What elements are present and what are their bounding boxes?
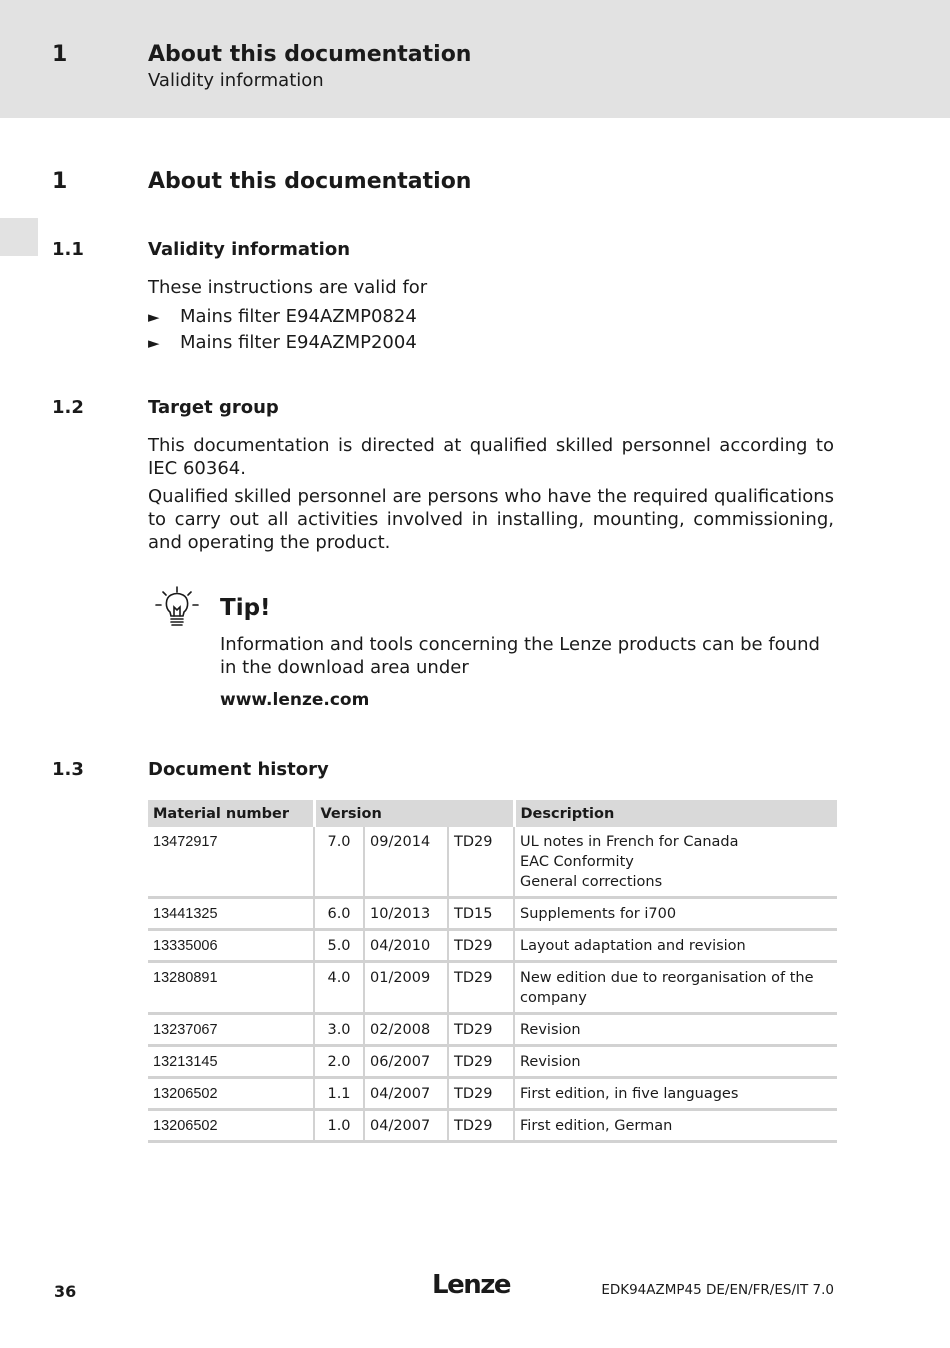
cell-date: 04/2007: [364, 1110, 448, 1142]
table-row: [148, 898, 837, 930]
chapter-side-tab: [0, 218, 38, 256]
cell-description: [514, 1046, 837, 1078]
cell-material-number: 13472917: [148, 827, 314, 898]
table-row: [148, 1110, 837, 1142]
section-number-target-group: 1.2: [52, 397, 84, 418]
cell-material-number: 13206502: [148, 1110, 314, 1142]
column-header-material: Material number: [148, 800, 314, 827]
cell-description: [514, 827, 837, 898]
lightbulb-icon: [154, 585, 200, 631]
lenze-logo: Lenze: [432, 1270, 510, 1300]
cell-description: [514, 1110, 837, 1142]
cell-version: 5.0: [314, 930, 364, 962]
cell-description: [514, 898, 837, 930]
target-group-paragraph-2: Qualified skilled personnel are persons who have the required qualifications to carry out all activities involved in installing, mounting, commissioning, and operating the product.: [148, 486, 834, 553]
list-item: [148, 331, 417, 355]
main-heading-title: About this documentation: [148, 169, 472, 194]
description-line: Revision: [520, 1022, 581, 1038]
cell-material-number: 13237067: [148, 1014, 314, 1046]
section-number-validity: 1.1: [52, 239, 84, 260]
page-header-band: [0, 0, 950, 118]
cell-td: TD29: [448, 962, 514, 1014]
cell-td: TD29: [448, 930, 514, 962]
cell-version: 1.0: [314, 1110, 364, 1142]
cell-date: 02/2008: [364, 1014, 448, 1046]
cell-description: [514, 1078, 837, 1110]
table-row: [148, 962, 837, 1014]
cell-version: 3.0: [314, 1014, 364, 1046]
cell-description: [514, 962, 837, 1014]
cell-td: TD29: [448, 1046, 514, 1078]
table-row: [148, 930, 837, 962]
table-header-row: [148, 800, 837, 827]
cell-td: TD29: [448, 1110, 514, 1142]
cell-description: [514, 1014, 837, 1046]
cell-material-number: 13213145: [148, 1046, 314, 1078]
cell-version: 6.0: [314, 898, 364, 930]
cell-date: 10/2013: [364, 898, 448, 930]
section-title-history: Document history: [148, 759, 329, 780]
validity-intro: These instructions are valid for: [148, 277, 428, 298]
cell-td: TD29: [448, 827, 514, 898]
tip-title: Tip!: [220, 595, 271, 621]
list-item: [148, 305, 417, 329]
document-code: EDK94AZMP45 DE/EN/FR/ES/IT 7.0: [601, 1282, 834, 1298]
table-row: [148, 1078, 837, 1110]
header-subtitle: Validity information: [148, 70, 324, 91]
cell-version: 1.1: [314, 1078, 364, 1110]
section-title-validity: Validity information: [148, 239, 351, 260]
list-item-label: Mains filter E94AZMP2004: [180, 332, 417, 353]
cell-date: 09/2014: [364, 827, 448, 898]
bullet-arrow-icon: ►: [148, 334, 160, 352]
description-line: UL notes in French for Canada: [520, 834, 739, 850]
description-line: First edition, in five languages: [520, 1086, 739, 1102]
cell-td: TD15: [448, 898, 514, 930]
cell-version: 7.0: [314, 827, 364, 898]
cell-td: TD29: [448, 1014, 514, 1046]
bullet-arrow-icon: ►: [148, 308, 160, 326]
section-number-history: 1.3: [52, 759, 84, 780]
table-row: [148, 827, 837, 898]
description-line: New edition due to reorganisation of the company: [520, 970, 814, 1006]
description-line: Revision: [520, 1054, 581, 1070]
lenze-website-link[interactable]: www.lenze.com: [220, 690, 370, 710]
table-body: [148, 827, 837, 1142]
description-line: EAC Conformity: [520, 854, 634, 870]
description-line: General corrections: [520, 874, 663, 890]
section-title-target-group: Target group: [148, 397, 279, 418]
document-history-table: [148, 800, 837, 1143]
cell-material-number: 13280891: [148, 962, 314, 1014]
cell-version: 2.0: [314, 1046, 364, 1078]
table-row: [148, 1014, 837, 1046]
list-item-label: Mains filter E94AZMP0824: [180, 306, 417, 327]
column-header-description: Description: [514, 800, 837, 827]
cell-version: 4.0: [314, 962, 364, 1014]
column-header-version: Version: [314, 800, 514, 827]
header-chapter-number: 1: [52, 42, 68, 67]
cell-material-number: 13206502: [148, 1078, 314, 1110]
header-chapter-title: About this documentation: [148, 42, 472, 67]
target-group-paragraph-1: This documentation is directed at qualified skilled personnel according to IEC 60364.: [148, 435, 834, 479]
description-line: Layout adaptation and revision: [520, 938, 746, 954]
cell-date: 04/2007: [364, 1078, 448, 1110]
description-line: Supplements for i700: [520, 906, 677, 922]
cell-date: 06/2007: [364, 1046, 448, 1078]
main-heading-number: 1: [52, 169, 68, 194]
cell-description: [514, 930, 837, 962]
cell-date: 01/2009: [364, 962, 448, 1014]
page-number: 36: [54, 1282, 77, 1301]
description-line: First edition, German: [520, 1118, 673, 1134]
cell-material-number: 13335006: [148, 930, 314, 962]
cell-date: 04/2010: [364, 930, 448, 962]
table-row: [148, 1046, 837, 1078]
cell-td: TD29: [448, 1078, 514, 1110]
cell-material-number: 13441325: [148, 898, 314, 930]
tip-text: Information and tools concerning the Lenze products can be found in the download area under: [220, 634, 820, 678]
